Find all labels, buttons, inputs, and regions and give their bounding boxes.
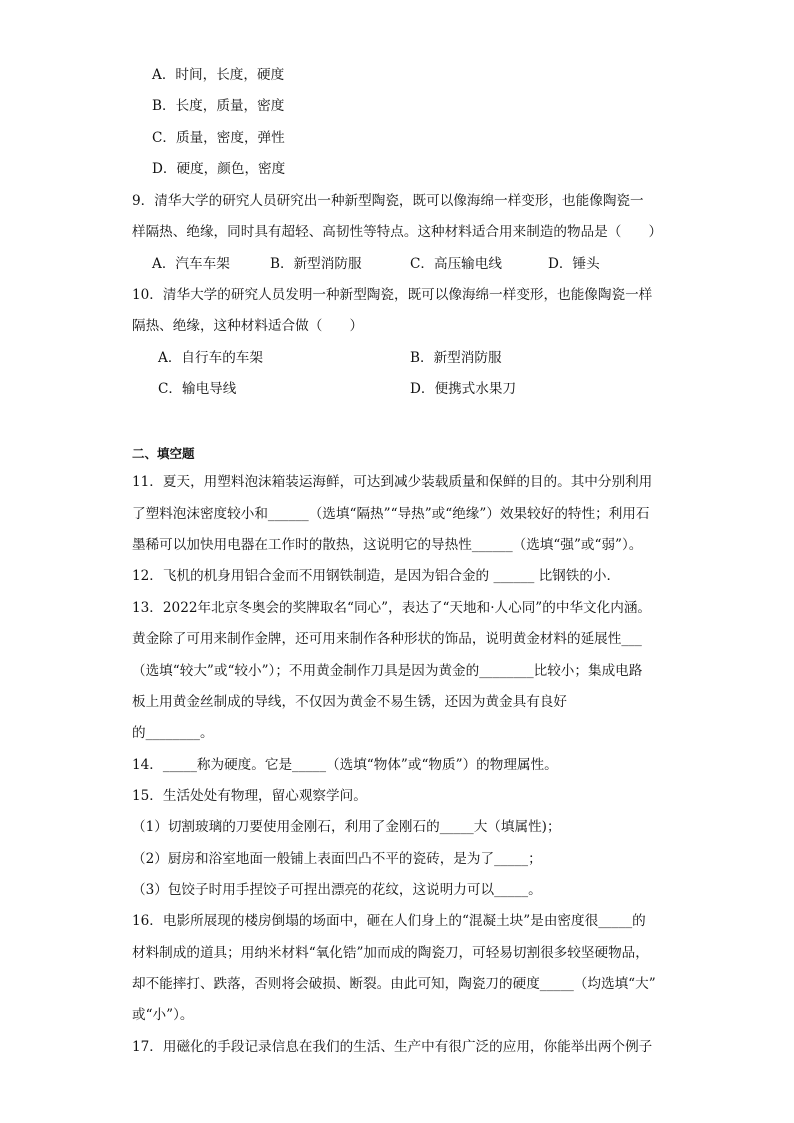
q8-option-d: D．硬度，颜色，密度 xyxy=(152,161,286,177)
q17-line-1: 17．用磁化的手段记录信息在我们的生活、生产中有很广泛的应用，你能举出两个例子 xyxy=(132,1039,653,1055)
q10-option-b: B．新型消防服 xyxy=(410,350,502,366)
q13-line-2: 黄金除了可用来制作金牌，还可用来制作各种形状的饰品，说明黄金材料的延展性___ xyxy=(132,631,642,647)
q15-line-4: （3）包饺子时用手捏饺子可捏出漂亮的花纹，这说明力可以_____。 xyxy=(132,882,542,898)
q9-stem-line-2: 样隔热、绝缘，同时具有超轻、高韧性等特点。这种材料适合用来制造的物品是（ ） xyxy=(132,224,663,240)
q10-option-a: A．自行车的车架 xyxy=(158,350,263,366)
q16-line-2: 材料制成的道具；用纳米材料“氧化锆”加而成的陶瓷刀，可轻易切割很多较坚硬物品， xyxy=(132,945,649,961)
q9-stem-line-1: 9．清华大学的研究人员研究出一种新型陶瓷，既可以像海绵一样变形，也能像陶瓷一 xyxy=(132,193,644,209)
q9-option-a: A．汽车车架 xyxy=(152,256,230,272)
q10-option-c: C．输电导线 xyxy=(158,381,237,397)
q15-line-1: 15．生活处处有物理，留心观察学问。 xyxy=(132,788,367,804)
q8-option-c: C．质量，密度，弹性 xyxy=(152,130,285,146)
q13-line-3: （选填“较大”或“较小”）；不用黄金制作刀具是因为黄金的________比较小；集成电路 xyxy=(132,663,643,679)
q16-line-4: 或“小”）。 xyxy=(132,1007,194,1023)
q16-line-3: 却不能摔打、跌落，否则将会破损、断裂。由此可知，陶瓷刀的硬度_____（均选填“大” xyxy=(132,976,656,992)
q9-option-d: D．锤头 xyxy=(548,256,600,272)
q15-line-2: （1）切割玻璃的刀要使用金刚石，利用了金刚石的_____大（填属性)； xyxy=(132,819,561,835)
q13-line-4: 板上用黄金丝制成的导线，不仅因为黄金不易生锈，还因为黄金具有良好 xyxy=(132,694,567,710)
q16-line-1: 16．电影所展现的楼房倒塌的场面中，砸在人们身上的“混凝土块”是由密度很_____的 xyxy=(132,913,646,929)
q11-line-3: 墨稀可以加快用电器在工作时的散热，这说明它的导热性______（选填“强”或“弱”）。 xyxy=(132,537,643,553)
q11-line-1: 11．夏天，用塑料泡沫箱装运海鲜，可达到减少装载质量和保鲜的目的。其中分别利用 xyxy=(132,474,653,490)
q15-line-3: （2）厨房和浴室地面一般铺上表面凹凸不平的瓷砖，是为了_____； xyxy=(132,851,542,867)
q8-option-b: B．长度，质量，密度 xyxy=(152,98,285,114)
q13-line-1: 13．2022年北京冬奥会的奖牌取名“同心”，表达了“天地和·人心同”的中华文化内涵。 xyxy=(132,600,652,616)
q11-line-2: 了塑料泡沫密度较小和______（选填“隔热”“导热”或“绝缘”）效果较好的特性；利用石 xyxy=(132,506,650,522)
section-fill-in-heading: 二、填空题 xyxy=(132,446,195,461)
q10-stem-line-1: 10．清华大学的研究人员发明一种新型陶瓷，既可以像海绵一样变形，也能像陶瓷一样 xyxy=(132,287,653,303)
q9-option-c: C．高压输电线 xyxy=(410,256,502,272)
q8-option-a: A．时间，长度，硬度 xyxy=(152,67,285,83)
q10-stem-line-2: 隔热、绝缘，这种材料适合做（ ） xyxy=(132,318,364,334)
q9-option-b: B．新型消防服 xyxy=(270,256,362,272)
q10-option-d: D．便携式水果刀 xyxy=(410,381,517,397)
q13-line-5: 的________。 xyxy=(132,725,214,741)
q14-line: 14．_____称为硬度。它是_____（选填“物体”或“物质”）的物理属性。 xyxy=(132,757,558,773)
q12-line: 12．飞机的机身用铝合金而不用钢铁制造，是因为铝合金的 ______ 比钢铁的小． xyxy=(132,568,621,584)
